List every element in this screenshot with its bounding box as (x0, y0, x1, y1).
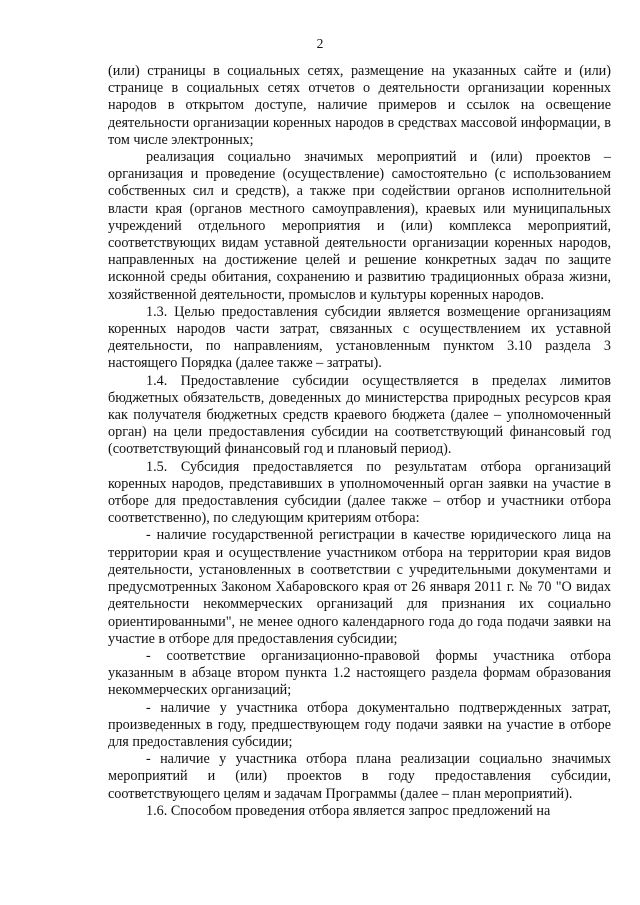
paragraph-social-events-definition: реализация социально значимых мероприятий и (или) проектов – организация и проведение (осуществление) самостоятельно (с использованием собственных сил и средств), а также при содействии органов исполнительной власти края (органов местного самоуправления), краевых или муниципальных учреждений отдельного мероприятия и (или) комплекса мероприятий, соответствующих видам уставной деятельности организации коренных народов, направленных на достижение целей и решение конкретных задач по защите исконной среды обитания, сохранению и развитию традиционных образа жизни, хозяйственной деятельности, промыслов и культуры коренных народов. (108, 149, 611, 303)
paragraph-1-5-selection: 1.5. Субсидия предоставляется по результатам отбора организаций коренных народов, представивших в уполномоченный орган заявки на участие в отборе для предоставления субсидии (далее также – отбор и участники отбора соответственно), по следующим критериям отбора: (108, 458, 611, 527)
document-body (108, 63, 611, 820)
page-number: 2 (316, 36, 324, 51)
criterion-events-plan: - наличие у участника отбора плана реализации социально значимых мероприятий и (или) проектов в году предоставления субсидии, соответствующего целям и задачам Программы (далее – план мероприятий). (108, 751, 611, 802)
criterion-documented-costs: - наличие у участника отбора документально подтвержденных затрат, произведенных в году, предшествующем году подачи заявки на участие в отборе для предоставления субсидии; (108, 699, 611, 750)
paragraph-continuation: (или) страницы в социальных сетях, размещение на указанных сайте и (или) странице в социальных сетях отчетов о деятельности организации коренных народов в открытом доступе, наличие примеров и ссылок на освещение деятельности организации коренных народов в средствах массовой информации, в том числе электронных; (108, 63, 611, 148)
criterion-legal-form: - соответствие организационно-правовой формы участника отбора указанным в абзаце втором пункта 1.2 настоящего раздела формам образования некоммерческих организаций; (108, 647, 611, 699)
criterion-state-registration: - наличие государственной регистрации в качестве юридического лица на территории края и осуществление участником отбора на территории края видов деятельности, установленных в соответствии с учредительными документами и предусмотренных Законом Хабаровского края от 26 января 2011 г. № 70 "О видах деятельности некоммерческих организаций для признания их социально ориентированными", не менее одного календарного года до года подачи заявки на участие в отборе для предоставления субсидии; (108, 527, 611, 647)
paragraph-1-4-budget-limits: 1.4. Предоставление субсидии осуществляется в пределах лимитов бюджетных обязательств, доведенных до министерства природных ресурсов края как получателя бюджетных средств краевого бюджета (далее – уполномоченный орган) на цели предоставления субсидии на соответствующий финансовый год (соответствующий финансовый год и плановый период). (108, 372, 611, 458)
paragraph-1-6-selection-method: 1.6. Способом проведения отбора является запрос предложений на (146, 802, 551, 819)
paragraph-1-3-purpose: 1.3. Целью предоставления субсидии является возмещение организациям коренных народов части затрат, связанных с осуществлением их уставной деятельности, по направлениям, установленным пунктом 3.10 раздела 3 настоящего Порядка (далее также – затраты). (108, 303, 611, 372)
